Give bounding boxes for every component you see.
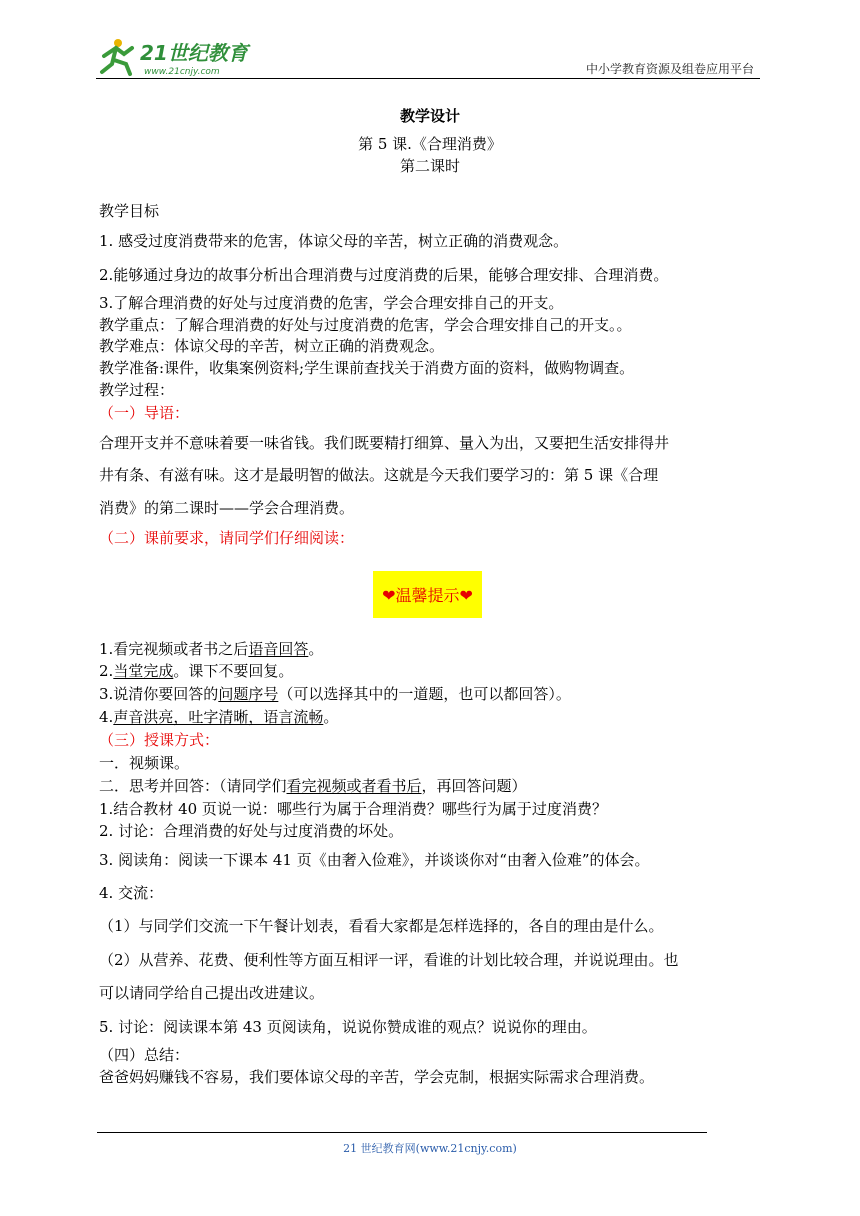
process-heading: 教学过程： — [99, 381, 175, 399]
requirement-item — [99, 662, 293, 680]
text-span: 。课下不要回复。 — [173, 662, 294, 680]
section2-heading: （二）课前要求，请同学们仔细阅读： — [99, 529, 355, 547]
site-logo — [96, 34, 256, 78]
question-item: 3. 阅读角：阅读一下课本 41 页《由奢入俭难》，并谈谈你对“由奢入俭难”的体会。 — [99, 851, 650, 869]
underlined-text: 声音洪亮，吐字清晰，语言流畅 — [113, 708, 324, 726]
text-span: 。 — [323, 708, 339, 726]
question-item: 5. 讨论：阅读课本第 43 页阅读角，说说你赞成谁的观点？说说你的理由。 — [99, 1018, 597, 1036]
intro-line: 合理开支并不意味着要一味省钱。我们既要精打细算、量入为出，又要把生活安排得井 — [99, 434, 670, 452]
underlined-text: 当堂完成 — [113, 662, 174, 680]
section1-heading: （一）导语： — [99, 404, 190, 422]
section4-heading: （四）总结： — [99, 1046, 190, 1064]
lesson-title: 第 5 课.《合理消费》 — [358, 135, 502, 153]
text-span: 1.看完视频或者书之后 — [99, 640, 249, 658]
text-span: （可以选择其中的一道题，也可以都回答）。 — [278, 685, 571, 703]
requirement-item — [99, 640, 323, 658]
question-subitem: 可以请同学给自己提出改进建议。 — [99, 984, 325, 1002]
lesson-period: 第二课时 — [399, 157, 460, 175]
question-item: 1.结合教材 40 页说一说：哪些行为属于合理消费？哪些行为属于过度消费？ — [99, 800, 607, 818]
goals-heading: 教学目标 — [99, 202, 160, 220]
question-item: 2. 讨论：合理消费的好处与过度消费的坏处。 — [99, 822, 404, 840]
footer-divider — [97, 1132, 707, 1133]
difficulty: 教学难点：体谅父母的辛苦，树立正确的消费观念。 — [99, 337, 445, 355]
method-two — [99, 777, 527, 795]
text-span: ，再回答问题） — [421, 777, 527, 795]
logo-url: www.21cnjy.com — [144, 67, 220, 77]
teaching-prep: 教学准备:课件，收集案例资料;学生课前查找关于消费方面的资料，做购物调查。 — [99, 359, 635, 377]
intro-line: 消费》的第二课时——学会合理消费。 — [99, 499, 355, 517]
text-span: 2. — [99, 662, 114, 680]
underlined-text: 问题序号 — [218, 685, 279, 703]
underlined-text: 语音回答 — [248, 640, 309, 658]
requirement-item — [99, 708, 338, 726]
intro-line: 井有条、有滋有味。这才是最明智的做法。这就是今天我们要学习的：第 5 课《合理 — [99, 466, 659, 484]
logo-graphic — [96, 34, 256, 78]
text-span: 4. — [99, 708, 114, 726]
underlined-text: 看完视频或者看书后 — [286, 777, 422, 795]
key-point: 教学重点：了解合理消费的好处与过度消费的危害，学会合理安排自己的开支。。 — [99, 316, 632, 334]
requirement-item — [99, 685, 571, 703]
question-subitem: （2）从营养、花费、便利性等方面互相评一评，看谁的计划比较合理，并说说理由。也 — [99, 951, 679, 969]
platform-name: 中小学教育资源及组卷应用平台 — [585, 62, 754, 76]
summary-text: 爸爸妈妈赚钱不容易，我们要体谅父母的辛苦，学会克制，根据实际需求合理消费。 — [99, 1068, 655, 1086]
method-one: 一．视频课。 — [99, 754, 190, 772]
logo-text: 21世纪教育 — [140, 41, 248, 65]
question-item: 4. 交流： — [99, 884, 164, 902]
text-span: 二．思考并回答：（请同学们 — [99, 777, 287, 795]
question-subitem: （1）与同学们交流一下午餐计划表，看看大家都是怎样选择的，各自的理由是什么。 — [99, 917, 664, 935]
header-divider — [96, 78, 760, 79]
goal-item: 2.能够通过身边的故事分析出合理消费与过度消费的后果，能够合理安排、合理消费。 — [99, 266, 669, 284]
doc-title: 教学设计 — [399, 107, 460, 125]
goal-item: 1. 感受过度消费带来的危害，体谅父母的辛苦，树立正确的消费观念。 — [99, 232, 569, 250]
warm-tip-banner: ❤温馨提示❤ — [373, 571, 482, 618]
section3-heading: （三）授课方式： — [99, 731, 220, 749]
text-span: 3.说清你要回答的 — [99, 685, 219, 703]
text-span: 。 — [308, 640, 324, 658]
goal-item: 3.了解合理消费的好处与过度消费的危害，学会合理安排自己的开支。 — [99, 294, 564, 312]
footer-text: 21 世纪教育网(www.21cnjy.com) — [343, 1142, 517, 1155]
